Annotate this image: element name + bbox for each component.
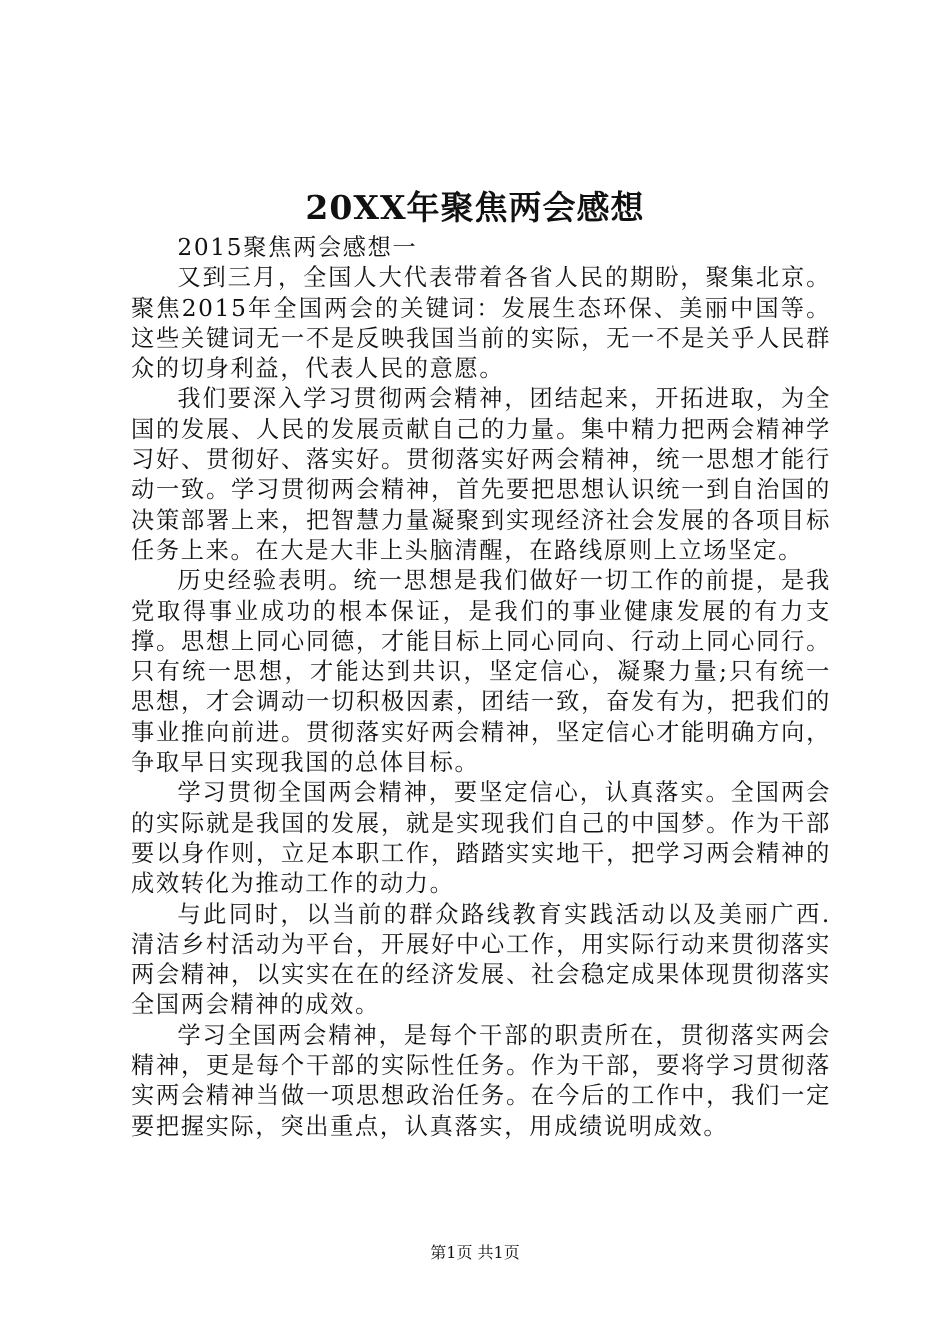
paragraph: 与此同时，以当前的群众路线教育实践活动以及美丽广西.清洁乡村活动为平台，开展好中心工作，用实际行动来贯彻落实两会精神，以实实在在的经济发展、社会稳定成果体现贯彻落实全国两会精神的成效。 <box>131 900 831 1019</box>
paragraph-subtitle: 2015聚焦两会感想一 <box>177 234 418 261</box>
document-title: 20XX年聚焦两会感想 <box>305 188 645 227</box>
document-body <box>131 233 831 1142</box>
paragraph: 学习贯彻全国两会精神，要坚定信心，认真落实。全国两会的实际就是我国的发展，就是实现我们自己的中国梦。作为干部要以身作则，立足本职工作，踏踏实实地干，把学习两会精神的成效转化为推动工作的动力。 <box>131 779 831 898</box>
paragraph: 学习全国两会精神，是每个干部的职责所在，贯彻落实两会精神，更是每个干部的实际性任务。作为干部，要将学习贯彻落实两会精神当做一项思想政治任务。在今后的工作中，我们一定要把握实际，突出重点，认真落实，用成绩说明成效。 <box>131 1021 831 1140</box>
paragraph: 我们要深入学习贯彻两会精神，团结起来，开拓进取，为全国的发展、人民的发展贡献自己的力量。集中精力把两会精神学习好、贯彻好、落实好。贯彻落实好两会精神，统一思想才能行动一致。学习贯彻两会精神，首先要把思想认识统一到自治国的决策部署上来，把智慧力量凝聚到实现经济社会发展的各项目标任务上来。在大是大非上头脑清醒，在路线原则上立场坚定。 <box>131 385 831 564</box>
paragraph: 又到三月，全国人大代表带着各省人民的期盼，聚集北京。聚焦2015年全国两会的关键词：发展生态环保、美丽中国等。这些关键词无一不是反映我国当前的实际，无一不是关乎人民群众的切身利益，代表人民的意愿。 <box>131 264 831 383</box>
page-number-footer: 第1页 共1页 <box>430 1243 520 1262</box>
paragraph: 历史经验表明。统一思想是我们做好一切工作的前提，是我党取得事业成功的根本保证，是我们的事业健康发展的有力支撑。思想上同心同德，才能目标上同心同向、行动上同心同行。只有统一思想，才能达到共识，坚定信心，凝聚力量;只有统一思想，才会调动一切积极因素，团结一致，奋发有为，把我们的事业推向前进。贯彻落实好两会精神，坚定信心才能明确方向，争取早日实现我国的总体目标。 <box>131 567 831 777</box>
